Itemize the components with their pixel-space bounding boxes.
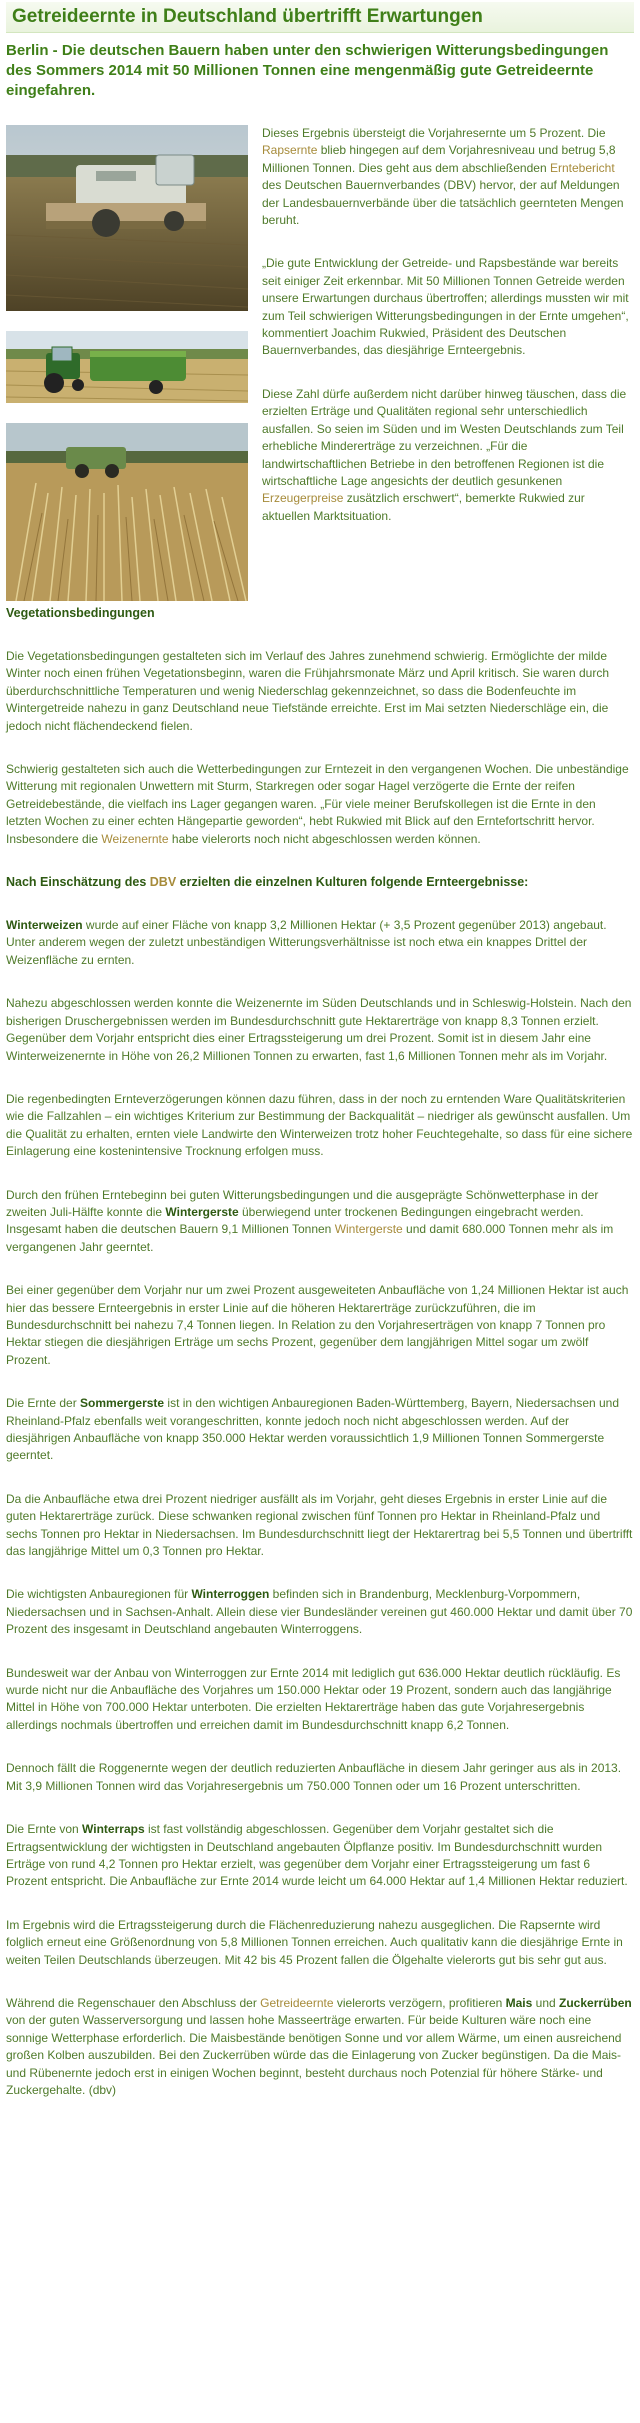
link-erntebericht[interactable]: Erntebericht xyxy=(549,160,615,175)
paragraph-summer-barley-yield: Da die Anbaufläche etwa drei Prozent niedriger ausfällt als im Vorjahr, geht dieses Ergebnis in erster Linie auf die guten Hektarerträge zurück. Diese schwanken regional zwischen fünf Tonnen pro Hektar in Rheinland-Pfalz und sechs Tonnen pro Hektar in Niedersachsen. Im Bundesdurchschnitt liegt der Hektarertrag bei 5,5 Tonnen und übertrifft das langjährige Mittel um 0,3 Tonnen pro Hektar. xyxy=(6,1491,633,1559)
paragraph-weather-harvest: Schwierig gestalteten sich auch die Wetterbedingungen zur Erntezeit in den vergangenen Wochen. Die unbeständige Witterung mit regionalen Unwettern mit Sturm, Starkregen oder sogar Hagel verzögerte die Ernte der reifen Getreidebestände, die vielfach ins Lager gegangen waren. „Für viele meiner Berufskollegen ist die Ernte in den letzten Wochen zu einer echten Hängepartie geworden“, hebt Rukwied mit Blick auf den Erntefortschritt hervor. Insbesondere die Weizenernte habe vielerorts noch nicht abgeschlossen werden können. xyxy=(6,762,629,846)
link-rapsernte[interactable]: Rapsernte xyxy=(262,143,318,158)
wheat-field-photo xyxy=(6,423,248,601)
photo-column xyxy=(6,125,248,601)
paragraph-regional-differences: Diese Zahl dürfe außerdem nicht darüber hinweg täuschen, dass die erzielten Erträge und Qualitäten regional sehr unterschiedlich ausfallen. So seien im Süden und im Westen Deutschlands zum Teil erhebliche Mindererträge zu verzeichnen. „Für die landwirtschaftlichen Betriebe in den betroffenen Regionen ist die wirtschaftliche Lage angesichts der deutlich gesunkenen Erzeugerpreise zusätzlich erschwert“, bemerkte Rukwied zur aktuellen Marktsituation. xyxy=(262,386,627,523)
paragraph-mais-zuckerrueben: Während die Regenschauer den Abschluss der Getreideernte vielerorts verzögern, profitieren Mais und Zuckerrüben von der guten Wasserversorgung und lassen hohe Masseerträge erwarten. Für beide Kulturen wäre noch eine sonnige Wetterphase erforderlich. Die Maisbestände benötigen Sonne und vor allem Wärme, um einen ausreichend großen Kolben auszubilden. Bei den Zuckerrüben würde das die Einlagerung von Zucker begünstigen. Da die Mais- und Rübenernte jedoch erst in einigen Wochen beginnt, besteht durchaus noch Potenzial für höhere Stärke- und Zuckergehalte. (dbv) xyxy=(6,1995,632,2097)
paragraph-winterroggen: Die wichtigsten Anbauregionen für Winterroggen befinden sich in Brandenburg, Mecklenburg-Vorpommern, Niedersachsen und in Sachsen-Anhalt. Allein diese vier Bundesländer vereinen gut 460.000 Hektar und damit über 70 Prozent des insgesamt in Deutschland angebauten Winterroggens. xyxy=(6,1587,633,1637)
tractor-baler-photo xyxy=(6,331,248,403)
page-title: Getreideernte in Deutschland übertrifft Erwartungen xyxy=(6,2,634,33)
paragraph-rye-area: Bundesweit war der Anbau von Winterroggen zur Ernte 2014 mit lediglich gut 636.000 Hektar deutlich rückläufig. Es wurde nicht nur die Anbaufläche des Vorjahres um 150.000 Hektar oder 19 Prozent, sondern auch das langjährige Mittel in Höhe von 700.000 Hektar unterboten. Die erzielten Hektarerträge haben das gute Vorjahresergebnis allerdings nochmals übertroffen und erreichen damit im Bundesdurchschnitt knapp 6,2 Tonnen. xyxy=(6,1665,621,1732)
link-getreideernte[interactable]: Getreideernte xyxy=(260,1995,334,2010)
paragraph-winterraps: Die Ernte von Winterraps ist fast vollständig abgeschlossen. Gegenüber dem Vorjahr gestaltet sich die Ertragsentwicklung der wichtigsten in Deutschland angebauten Ölpflanze positiv. Im Bundesdurchschnitt wurden Erträge von rund 4,2 Tonnen pro Hektar erzielt, was gegenüber dem Vorjahr einer Ertragssteigerung um fast 6 Prozent entspricht. Die Anbaufläche zur Ernte 2014 wurde leicht um 64.000 Hektar auf 1,4 Millionen Hektar reduziert. xyxy=(6,1822,628,1889)
paragraph-quality: Die regenbedingten Ernteverzögerungen können dazu führen, dass in der noch zu erntenden Ware Qualitätskriterien wie die Fallzahlen – ein wichtiges Kriterium zur Bestimmung der Backqualität – niedriger als gewünscht ausfallen. Um die Qualität zu erhalten, ernten viele Landwirte den Winterweizen trotz hoher Feuchtegehalte, so dass für eine sichere Einlagerung eine kostenintensive Trocknung erfolgen muss. xyxy=(6,1091,633,1159)
link-erzeugerpreise[interactable]: Erzeugerpreise xyxy=(262,491,344,506)
paragraph-rye-harvest: Dennoch fällt die Roggenernte wegen der deutlich reduzierten Anbaufläche in diesem Jahr geringer aus als in 2013. Mit 3,9 Millionen Tonnen wird das Vorjahresergebnis um 750.000 Tonnen oder um 16 Prozent unterschritten. xyxy=(6,1761,622,1793)
paragraph-intro: Dieses Ergebnis übersteigt die Vorjahresernte um 5 Prozent. Die Rapsernte blieb hingegen auf dem Vorjahresniveau und betrug 5,8 Millionen Tonnen. Dies geht aus dem abschließenden Erntebericht des Deutschen Bauernverbandes (DBV) hervor, der auf Meldungen der Landesbauernverbände über die tatsächlich geernteten Mengen beruht. xyxy=(262,126,624,228)
paragraph-rapeseed-result: Im Ergebnis wird die Ertragssteigerung durch die Flächenreduzierung nahezu ausgeglichen. Die Rapsernte wird folglich erneut eine Größenordnung von 5,8 Millionen Tonnen erreichen. Auch qualitativ kann die diesjährige Ernte in weiten Teilen Deutschlands überzeugen. Mit 42 bis 45 Prozent fallen die Ölgehalte vielerorts gut bis sehr gut aus. xyxy=(6,1917,623,1967)
paragraph-wheat-yield: Nahezu abgeschlossen werden konnte die Weizenernte im Süden Deutschlands und in Schleswig-Holstein. Nach den bisherigen Druschergebnissen werden im Bundesdurchschnitt gute Hektarerträge von knapp 8,3 Tonnen erzielt. Gegenüber dem Vorjahr entspricht dies einer Ertragssteigerung um drei Prozent. Somit ist in diesem Jahr eine Winterweizenernte in Höhe von 26,2 Millionen Tonnen zu erwarten, fast 1,6 Millionen Tonnen mehr als im Vorjahr. xyxy=(6,996,632,1063)
paragraph-sommergerste: Die Ernte der Sommergerste ist in den wichtigen Anbauregionen Baden-Württemberg, Bayern, Niedersachsen und Rheinland-Pfalz ebenfalls weit vorangeschritten, konnte jedoch noch nicht abgeschlossen werden. Auf der diesjährigen Anbaufläche von knapp 350.000 Hektar werden voraussichtlich 1,9 Millionen Tonnen Sommergerste geerntet. xyxy=(6,1396,620,1463)
link-weizenernte[interactable]: Weizenernte xyxy=(101,831,169,846)
combine-harvester-photo xyxy=(6,125,248,311)
paragraph-barley-yield: Bei einer gegenüber dem Vorjahr nur um zwei Prozent ausgeweiteten Anbaufläche von 1,24 Millionen Hektar ist auch hier das bessere Ernteergebnis in erster Linie auf die höheren Hektarerträge zurückzuführen, die im Bundesdurchschnitt bei nahezu 7,4 Tonnen liegen. In Relation zu den Vorjahreserträgen von knapp 7 Tonnen pro Hektar stiegen die diesjährigen Erträge um sechs Prozent, gegenüber dem langjährigen Mittel sogar um zwölf Prozent. xyxy=(6,1283,629,1367)
article-lead: Berlin - Die deutschen Bauern haben unter den schwierigen Witterungsbedingungen des Sommers 2014 mit 50 Millionen Tonnen eine mengenmäßig gute Getreideernte eingefahren. xyxy=(6,42,609,99)
heading-crop-results: Nach Einschätzung des DBV erzielten die einzelnen Kulturen folgende Ernteergebnisse: xyxy=(6,875,529,890)
heading-vegetation: Vegetationsbedingungen xyxy=(6,606,155,620)
paragraph-wintergerste: Durch den frühen Erntebeginn bei guten Witterungsbedingungen und die ausgeprägte Schönwetterphase in der zweiten Juli-Hälfte konnte die Wintergerste überwiegend unter trockenen Bedingungen eingebracht werden. Insgesamt haben die deutschen Bauern 9,1 Millionen Tonnen Wintergerste und damit 680.000 Tonnen mehr als im vergangenen Jahr geerntet. xyxy=(6,1187,614,1254)
paragraph-quote-rukwied: „Die gute Entwicklung der Getreide- und Rapsbestände war bereits seit einiger Zeit erkennbar. Mit 50 Millionen Tonnen Getreide werden unsere Erwartungen durchaus übertroffen; allerdings mussten wir mit zum Teil schwierigen Witterungsbedingungen in der Ernte umgehen“, kommentiert Joachim Rukwied, Präsident des Deutschen Bauernverbandes, das diesjährige Ernteergebnis. xyxy=(262,256,629,358)
link-wintergerste[interactable]: Wintergerste xyxy=(334,1222,403,1237)
paragraph-winterweizen: Winterweizen wurde auf einer Fläche von knapp 3,2 Millionen Hektar (+ 3,5 Prozent gegenüber 2013) angebaut. Unter anderem wegen der zuletzt unbeständigen Witterungsverhältnisse ist noch etwa ein knappes Drittel der Weizenfläche zu ernten. xyxy=(6,918,607,967)
paragraph-vegetation: Die Vegetationsbedingungen gestalteten sich im Verlauf des Jahres zunehmend schwierig. Ermöglichte der milde Winter noch einen frühen Vegetationsbeginn, waren die Frühjahrsmonate März und April kritisch. Sie waren durch überdurchschnittliche Temperaturen und wenig Niederschlag gekennzeichnet, so dass die Bodenfeuchte im Wintergetreide nahezu in ganz Deutschland neue Tiefstände erreichte. Erst im Mai setzten Niederschläge ein, die jedoch nicht flächendeckend fielen. xyxy=(6,649,609,733)
link-dbv[interactable]: DBV xyxy=(149,875,177,890)
